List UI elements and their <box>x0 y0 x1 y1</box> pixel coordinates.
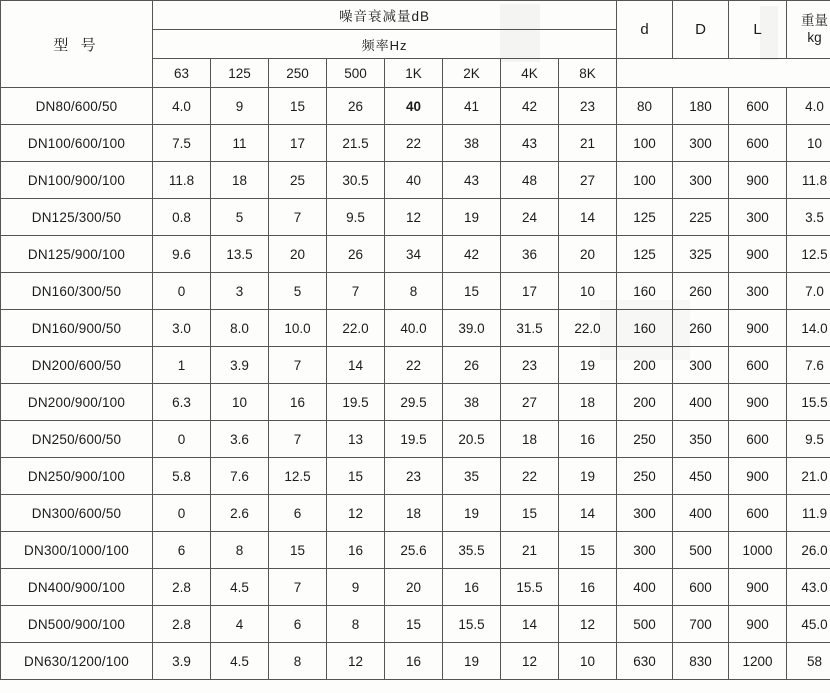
cell-attenuation-125: 11 <box>211 125 269 162</box>
cell-D: 830 <box>673 643 729 680</box>
cell-L: 300 <box>729 199 787 236</box>
cell-attenuation-500: 15 <box>327 458 385 495</box>
cell-model: DN250/600/50 <box>1 421 153 458</box>
cell-d: 100 <box>617 162 673 199</box>
cell-attenuation-4K: 36 <box>501 236 559 273</box>
cell-weight: 3.5 <box>787 199 830 236</box>
cell-d: 200 <box>617 384 673 421</box>
cell-attenuation-500: 26 <box>327 236 385 273</box>
cell-attenuation-4K: 21 <box>501 532 559 569</box>
cell-d: 200 <box>617 347 673 384</box>
cell-attenuation-250: 25 <box>269 162 327 199</box>
cell-attenuation-250: 12.5 <box>269 458 327 495</box>
cell-attenuation-1K: 20 <box>385 569 443 606</box>
cell-weight: 9.5 <box>787 421 830 458</box>
table-row <box>1 458 830 495</box>
cell-attenuation-500: 9 <box>327 569 385 606</box>
cell-model: DN200/900/100 <box>1 384 153 421</box>
cell-d: 300 <box>617 532 673 569</box>
table-row <box>1 162 830 199</box>
cell-attenuation-250: 15 <box>269 88 327 125</box>
cell-attenuation-125: 4.5 <box>211 643 269 680</box>
cell-attenuation-250: 5 <box>269 273 327 310</box>
cell-weight: 4.0 <box>787 88 830 125</box>
cell-model: DN125/300/50 <box>1 199 153 236</box>
cell-attenuation-125: 4 <box>211 606 269 643</box>
cell-attenuation-125: 8.0 <box>211 310 269 347</box>
cell-weight: 7.0 <box>787 273 830 310</box>
cell-attenuation-2K: 20.5 <box>443 421 501 458</box>
table-row <box>1 643 830 680</box>
cell-d: 630 <box>617 643 673 680</box>
cell-weight: 21.0 <box>787 458 830 495</box>
cell-attenuation-4K: 14 <box>501 606 559 643</box>
cell-attenuation-8K: 15 <box>559 532 617 569</box>
cell-attenuation-250: 17 <box>269 125 327 162</box>
cell-attenuation-4K: 31.5 <box>501 310 559 347</box>
cell-attenuation-4K: 18 <box>501 421 559 458</box>
cell-attenuation-250: 7 <box>269 199 327 236</box>
cell-attenuation-2K: 42 <box>443 236 501 273</box>
table-row <box>1 532 830 569</box>
cell-attenuation-4K: 12 <box>501 643 559 680</box>
cell-model: DN400/900/100 <box>1 569 153 606</box>
cell-attenuation-500: 13 <box>327 421 385 458</box>
cell-d: 125 <box>617 236 673 273</box>
cell-L: 900 <box>729 162 787 199</box>
header-row-group <box>1 1 830 30</box>
cell-attenuation-63: 6.3 <box>153 384 211 421</box>
cell-d: 100 <box>617 125 673 162</box>
cell-model: DN100/900/100 <box>1 162 153 199</box>
cell-attenuation-63: 0 <box>153 421 211 458</box>
cell-D: 600 <box>673 569 729 606</box>
cell-attenuation-63: 5.8 <box>153 458 211 495</box>
cell-attenuation-8K: 12 <box>559 606 617 643</box>
cell-attenuation-4K: 17 <box>501 273 559 310</box>
cell-attenuation-8K: 16 <box>559 569 617 606</box>
cell-attenuation-63: 2.8 <box>153 569 211 606</box>
cell-attenuation-63: 9.6 <box>153 236 211 273</box>
column-header-noise-attenuation: 噪音衰减量dB <box>153 1 617 30</box>
cell-d: 160 <box>617 310 673 347</box>
cell-attenuation-4K: 23 <box>501 347 559 384</box>
cell-attenuation-1K: 19.5 <box>385 421 443 458</box>
cell-attenuation-1K: 16 <box>385 643 443 680</box>
cell-D: 225 <box>673 199 729 236</box>
cell-attenuation-500: 9.5 <box>327 199 385 236</box>
cell-attenuation-4K: 22 <box>501 458 559 495</box>
cell-model: DN500/900/100 <box>1 606 153 643</box>
cell-attenuation-1K: 29.5 <box>385 384 443 421</box>
cell-weight: 15.5 <box>787 384 830 421</box>
cell-attenuation-250: 8 <box>269 643 327 680</box>
cell-attenuation-2K: 16 <box>443 569 501 606</box>
cell-attenuation-63: 4.0 <box>153 88 211 125</box>
cell-attenuation-250: 6 <box>269 495 327 532</box>
table-row <box>1 199 830 236</box>
cell-D: 450 <box>673 458 729 495</box>
cell-weight: 11.9 <box>787 495 830 532</box>
cell-attenuation-125: 7.6 <box>211 458 269 495</box>
cell-L: 600 <box>729 88 787 125</box>
cell-L: 600 <box>729 421 787 458</box>
cell-attenuation-250: 15 <box>269 532 327 569</box>
cell-attenuation-2K: 39.0 <box>443 310 501 347</box>
cell-model: DN100/600/100 <box>1 125 153 162</box>
cell-attenuation-500: 21.5 <box>327 125 385 162</box>
cell-attenuation-2K: 19 <box>443 199 501 236</box>
cell-attenuation-500: 8 <box>327 606 385 643</box>
cell-attenuation-63: 6 <box>153 532 211 569</box>
cell-attenuation-8K: 20 <box>559 236 617 273</box>
cell-attenuation-125: 18 <box>211 162 269 199</box>
cell-attenuation-4K: 15 <box>501 495 559 532</box>
cell-L: 900 <box>729 310 787 347</box>
cell-D: 700 <box>673 606 729 643</box>
cell-attenuation-2K: 15.5 <box>443 606 501 643</box>
cell-attenuation-2K: 26 <box>443 347 501 384</box>
table-row <box>1 273 830 310</box>
cell-attenuation-125: 3.9 <box>211 347 269 384</box>
cell-D: 350 <box>673 421 729 458</box>
cell-model: DN125/900/100 <box>1 236 153 273</box>
cell-attenuation-2K: 15 <box>443 273 501 310</box>
cell-attenuation-2K: 43 <box>443 162 501 199</box>
cell-d: 500 <box>617 606 673 643</box>
cell-L: 900 <box>729 384 787 421</box>
cell-attenuation-1K: 15 <box>385 606 443 643</box>
cell-attenuation-125: 10 <box>211 384 269 421</box>
cell-attenuation-63: 3.9 <box>153 643 211 680</box>
freq-header-4k: 4K <box>501 59 559 88</box>
cell-attenuation-1K: 22 <box>385 125 443 162</box>
freq-header-250: 250 <box>269 59 327 88</box>
table-header <box>1 1 830 88</box>
cell-weight: 7.6 <box>787 347 830 384</box>
table-row <box>1 125 830 162</box>
freq-header-1k: 1K <box>385 59 443 88</box>
cell-attenuation-500: 22.0 <box>327 310 385 347</box>
cell-attenuation-1K: 40 <box>385 162 443 199</box>
cell-attenuation-2K: 38 <box>443 384 501 421</box>
cell-D: 400 <box>673 384 729 421</box>
cell-attenuation-2K: 41 <box>443 88 501 125</box>
cell-d: 160 <box>617 273 673 310</box>
cell-D: 400 <box>673 495 729 532</box>
table-row <box>1 88 830 125</box>
cell-d: 300 <box>617 495 673 532</box>
cell-attenuation-250: 6 <box>269 606 327 643</box>
cell-attenuation-125: 5 <box>211 199 269 236</box>
cell-weight: 12.5 <box>787 236 830 273</box>
table-row <box>1 347 830 384</box>
cell-D: 300 <box>673 125 729 162</box>
cell-L: 900 <box>729 606 787 643</box>
cell-attenuation-4K: 24 <box>501 199 559 236</box>
cell-D: 180 <box>673 88 729 125</box>
cell-L: 600 <box>729 125 787 162</box>
cell-d: 250 <box>617 421 673 458</box>
cell-attenuation-4K: 15.5 <box>501 569 559 606</box>
cell-attenuation-125: 4.5 <box>211 569 269 606</box>
cell-attenuation-2K: 38 <box>443 125 501 162</box>
cell-D: 300 <box>673 347 729 384</box>
cell-attenuation-125: 13.5 <box>211 236 269 273</box>
column-header-frequency: 频率Hz <box>153 30 617 59</box>
freq-header-2k: 2K <box>443 59 501 88</box>
cell-attenuation-8K: 14 <box>559 495 617 532</box>
cell-attenuation-1K: 34 <box>385 236 443 273</box>
cell-attenuation-4K: 42 <box>501 88 559 125</box>
cell-attenuation-1K: 22 <box>385 347 443 384</box>
cell-L: 300 <box>729 273 787 310</box>
cell-weight: 10 <box>787 125 830 162</box>
cell-L: 600 <box>729 347 787 384</box>
cell-attenuation-2K: 35.5 <box>443 532 501 569</box>
cell-attenuation-63: 3.0 <box>153 310 211 347</box>
cell-weight: 43.0 <box>787 569 830 606</box>
cell-attenuation-8K: 10 <box>559 643 617 680</box>
cell-attenuation-8K: 19 <box>559 458 617 495</box>
cell-attenuation-500: 14 <box>327 347 385 384</box>
cell-attenuation-2K: 19 <box>443 643 501 680</box>
cell-attenuation-1K: 8 <box>385 273 443 310</box>
freq-header-125: 125 <box>211 59 269 88</box>
table-row <box>1 384 830 421</box>
cell-L: 900 <box>729 458 787 495</box>
cell-L: 1000 <box>729 532 787 569</box>
cell-attenuation-8K: 21 <box>559 125 617 162</box>
table-body <box>1 88 830 680</box>
cell-attenuation-2K: 35 <box>443 458 501 495</box>
cell-attenuation-8K: 18 <box>559 384 617 421</box>
cell-attenuation-1K: 23 <box>385 458 443 495</box>
table-row <box>1 310 830 347</box>
table-row <box>1 606 830 643</box>
cell-attenuation-500: 12 <box>327 495 385 532</box>
cell-attenuation-1K: 40 <box>385 88 443 125</box>
cell-L: 600 <box>729 495 787 532</box>
cell-attenuation-250: 7 <box>269 347 327 384</box>
cell-weight: 26.0 <box>787 532 830 569</box>
cell-D: 500 <box>673 532 729 569</box>
freq-header-63: 63 <box>153 59 211 88</box>
cell-attenuation-2K: 19 <box>443 495 501 532</box>
cell-attenuation-63: 0 <box>153 273 211 310</box>
table-row <box>1 495 830 532</box>
cell-attenuation-1K: 12 <box>385 199 443 236</box>
cell-attenuation-250: 16 <box>269 384 327 421</box>
cell-attenuation-250: 7 <box>269 421 327 458</box>
cell-model: DN250/900/100 <box>1 458 153 495</box>
cell-attenuation-63: 1 <box>153 347 211 384</box>
cell-attenuation-8K: 27 <box>559 162 617 199</box>
cell-D: 300 <box>673 162 729 199</box>
cell-attenuation-8K: 22.0 <box>559 310 617 347</box>
cell-model: DN160/900/50 <box>1 310 153 347</box>
cell-model: DN630/1200/100 <box>1 643 153 680</box>
cell-L: 1200 <box>729 643 787 680</box>
cell-attenuation-250: 7 <box>269 569 327 606</box>
column-header-L: L <box>729 1 787 59</box>
cell-model: DN160/300/50 <box>1 273 153 310</box>
cell-attenuation-8K: 10 <box>559 273 617 310</box>
column-header-model: 型 号 <box>1 1 153 88</box>
weight-unit: kg <box>807 29 822 45</box>
cell-L: 900 <box>729 569 787 606</box>
column-header-d: d <box>617 1 673 59</box>
cell-attenuation-1K: 18 <box>385 495 443 532</box>
cell-attenuation-8K: 19 <box>559 347 617 384</box>
cell-weight: 45.0 <box>787 606 830 643</box>
cell-D: 260 <box>673 310 729 347</box>
cell-attenuation-125: 2.6 <box>211 495 269 532</box>
cell-d: 400 <box>617 569 673 606</box>
cell-attenuation-125: 3.6 <box>211 421 269 458</box>
cell-attenuation-500: 7 <box>327 273 385 310</box>
cell-d: 125 <box>617 199 673 236</box>
cell-attenuation-500: 12 <box>327 643 385 680</box>
cell-attenuation-125: 3 <box>211 273 269 310</box>
cell-attenuation-63: 2.8 <box>153 606 211 643</box>
cell-attenuation-4K: 43 <box>501 125 559 162</box>
cell-model: DN300/600/50 <box>1 495 153 532</box>
cell-attenuation-63: 7.5 <box>153 125 211 162</box>
cell-attenuation-1K: 25.6 <box>385 532 443 569</box>
cell-d: 80 <box>617 88 673 125</box>
cell-attenuation-250: 10.0 <box>269 310 327 347</box>
cell-attenuation-4K: 48 <box>501 162 559 199</box>
cell-attenuation-4K: 27 <box>501 384 559 421</box>
cell-attenuation-500: 19.5 <box>327 384 385 421</box>
cell-attenuation-8K: 14 <box>559 199 617 236</box>
table-row <box>1 421 830 458</box>
cell-weight: 11.8 <box>787 162 830 199</box>
table-row <box>1 236 830 273</box>
cell-attenuation-500: 30.5 <box>327 162 385 199</box>
cell-D: 260 <box>673 273 729 310</box>
cell-attenuation-125: 8 <box>211 532 269 569</box>
weight-label: 重量 <box>801 12 829 28</box>
cell-attenuation-1K: 40.0 <box>385 310 443 347</box>
cell-attenuation-63: 11.8 <box>153 162 211 199</box>
cell-attenuation-8K: 23 <box>559 88 617 125</box>
cell-attenuation-63: 0.8 <box>153 199 211 236</box>
cell-attenuation-500: 16 <box>327 532 385 569</box>
cell-model: DN200/600/50 <box>1 347 153 384</box>
cell-weight: 14.0 <box>787 310 830 347</box>
cell-attenuation-250: 20 <box>269 236 327 273</box>
table-row <box>1 569 830 606</box>
freq-header-8k: 8K <box>559 59 617 88</box>
cell-d: 250 <box>617 458 673 495</box>
cell-attenuation-8K: 16 <box>559 421 617 458</box>
column-header-D: D <box>673 1 729 59</box>
cell-model: DN300/1000/100 <box>1 532 153 569</box>
column-header-weight <box>787 1 830 59</box>
cell-L: 900 <box>729 236 787 273</box>
cell-D: 325 <box>673 236 729 273</box>
cell-attenuation-500: 26 <box>327 88 385 125</box>
cell-attenuation-63: 0 <box>153 495 211 532</box>
freq-header-500: 500 <box>327 59 385 88</box>
cell-weight: 58 <box>787 643 830 680</box>
cell-attenuation-125: 9 <box>211 88 269 125</box>
cell-model: DN80/600/50 <box>1 88 153 125</box>
